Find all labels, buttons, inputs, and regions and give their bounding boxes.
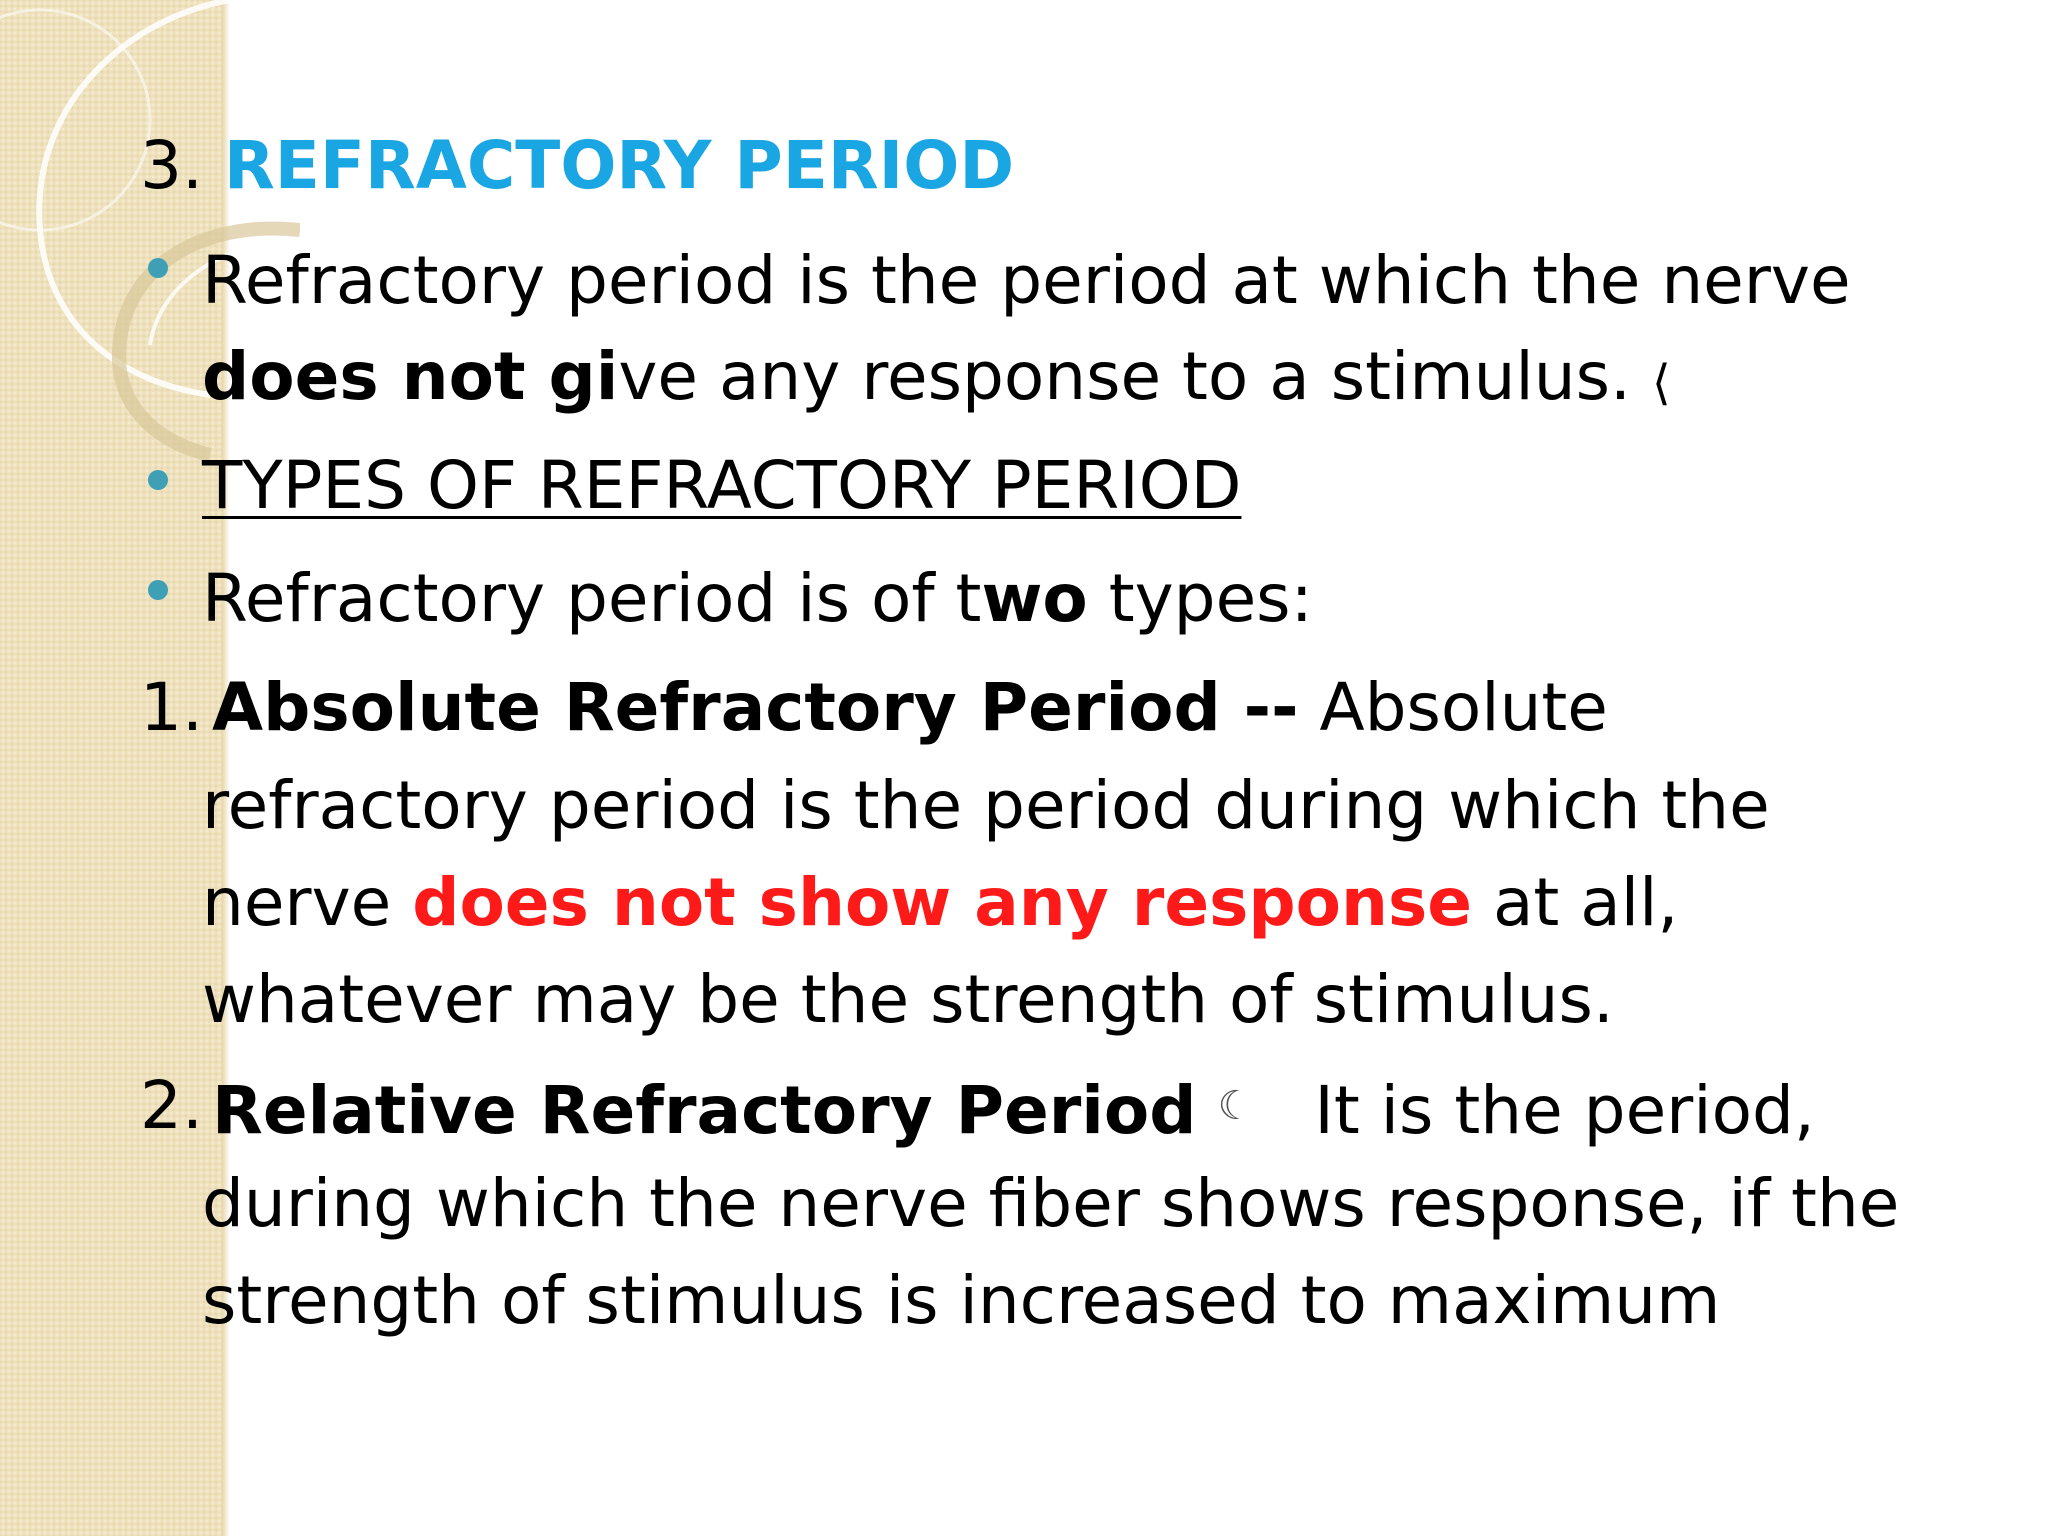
bullet-1-line-2 [202,337,1671,423]
heading-number: 3. [140,127,203,204]
plain-text: Absolute [1298,669,1608,746]
plain-text: Refractory period is of t [202,560,982,637]
bullet-dot [148,258,168,278]
item-1-line-1 [212,668,1608,748]
plain-text: types: [1087,560,1313,637]
item-1-line-4: whatever may be the strength of stimulus. [202,961,1614,1038]
bullet-3-text [202,559,1313,639]
item-1-number: 1. [140,669,203,746]
plain-text: It is the period, [1314,1072,1815,1149]
bullet-1-line-1: Refractory period is the period at which the nerve [202,242,1851,319]
bullet-dot [148,470,168,490]
stray-glyph: ⟨ [1651,355,1671,411]
item-2-line-3: strength of stimulus is increased to maximum [202,1262,1721,1339]
plain-text: at all, [1472,864,1679,941]
moon-symbol-icon: ☾ [1217,1083,1254,1129]
item-1-title: Absolute Refractory Period [212,669,1221,746]
plain-text: ve any response to a stimulus. [618,338,1631,415]
item-2-number: 2. [140,1067,203,1144]
bold-text: wo [981,560,1088,637]
item-2-title: Relative Refractory Period [212,1072,1197,1149]
plain-text: nerve [202,864,413,941]
item-2-line-1 [212,1066,1815,1151]
heading-title: REFRACTORY PERIOD [223,127,1015,204]
item-1-line-3 [202,863,1678,943]
item-1-line-2: refractory period is the period during which the [202,767,1770,844]
item-2-line-2: during which the nerve fiber shows response, if the [202,1165,1900,1242]
slide-heading [140,126,1014,206]
red-emphasis-text: does not show any response [412,864,1472,941]
bold-text: does not gi [202,338,619,415]
bullet-2-subheading: TYPES OF REFRACTORY PERIOD [202,447,1242,524]
bullet-dot [148,580,168,600]
dash: -- [1220,669,1299,746]
